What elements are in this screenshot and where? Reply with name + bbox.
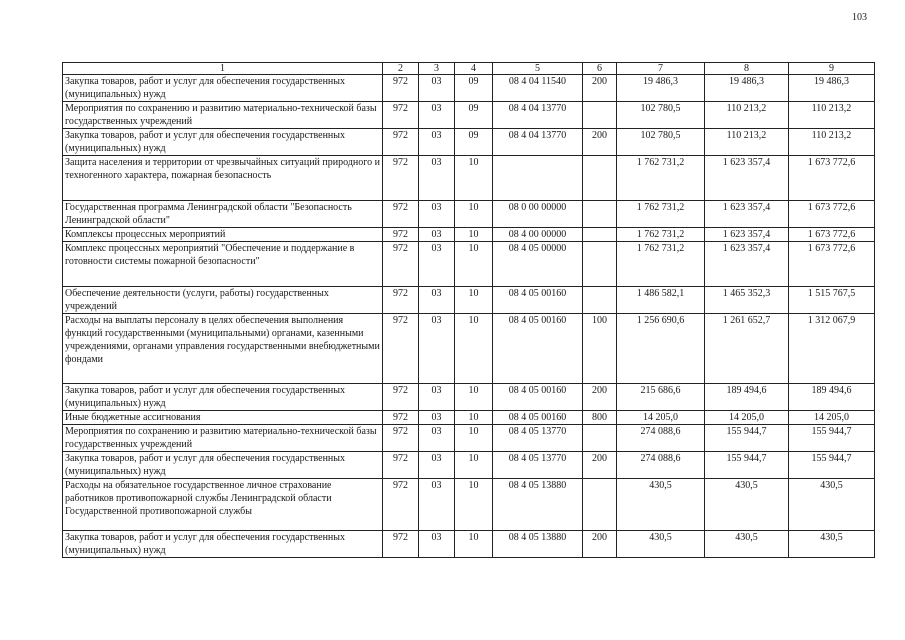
- row-code-section: 03: [419, 425, 455, 452]
- row-code-ministry: 972: [383, 75, 419, 102]
- row-value-col8: 110 213,2: [705, 102, 789, 129]
- row-code-target: 08 4 05 00000: [493, 242, 583, 287]
- table-row: [63, 384, 875, 411]
- column-header: 6: [583, 63, 617, 75]
- table-row: [63, 452, 875, 479]
- row-value-col9: 1 673 772,6: [789, 242, 875, 287]
- row-code-expense-type: [583, 287, 617, 314]
- row-code-subsection: 10: [455, 531, 493, 558]
- row-code-section: 03: [419, 201, 455, 228]
- row-code-ministry: 972: [383, 287, 419, 314]
- row-code-subsection: 09: [455, 102, 493, 129]
- row-code-ministry: 972: [383, 314, 419, 384]
- row-code-ministry: 972: [383, 452, 419, 479]
- row-value-col7: 14 205,0: [617, 411, 705, 425]
- table-row: [63, 287, 875, 314]
- row-code-expense-type: 200: [583, 75, 617, 102]
- row-value-col7: 102 780,5: [617, 129, 705, 156]
- page-number: 103: [852, 12, 867, 23]
- row-name: Обеспечение деятельности (услуги, работы) государственных учреждений: [63, 287, 383, 314]
- row-name: Защита населения и территории от чрезвычайных ситуаций природного и техногенного характера, пожарная безопасность: [63, 156, 383, 201]
- row-code-section: 03: [419, 129, 455, 156]
- row-name: Мероприятия по сохранению и развитию материально-технической базы государственных учреждений: [63, 102, 383, 129]
- row-value-col9: 430,5: [789, 479, 875, 531]
- row-name: Мероприятия по сохранению и развитию материально-технической базы государственных учреждений: [63, 425, 383, 452]
- column-header: 1: [63, 63, 383, 75]
- row-value-col9: 110 213,2: [789, 129, 875, 156]
- row-value-col9: 1 673 772,6: [789, 228, 875, 242]
- table-row: [63, 425, 875, 452]
- row-value-col8: 430,5: [705, 531, 789, 558]
- table-row: [63, 411, 875, 425]
- row-value-col7: 1 762 731,2: [617, 242, 705, 287]
- row-code-expense-type: [583, 425, 617, 452]
- row-code-expense-type: [583, 479, 617, 531]
- row-code-subsection: 10: [455, 411, 493, 425]
- table-row: [63, 102, 875, 129]
- row-code-section: 03: [419, 75, 455, 102]
- row-code-expense-type: [583, 242, 617, 287]
- row-value-col7: 1 256 690,6: [617, 314, 705, 384]
- row-value-col7: 430,5: [617, 531, 705, 558]
- row-code-target: 08 4 05 13880: [493, 479, 583, 531]
- budget-table: [62, 62, 875, 558]
- row-code-section: 03: [419, 452, 455, 479]
- row-code-expense-type: [583, 156, 617, 201]
- table-row: [63, 479, 875, 531]
- row-value-col9: 19 486,3: [789, 75, 875, 102]
- row-code-section: 03: [419, 102, 455, 129]
- row-code-ministry: 972: [383, 201, 419, 228]
- column-header: 7: [617, 63, 705, 75]
- column-header: 2: [383, 63, 419, 75]
- table-row: [63, 156, 875, 201]
- row-value-col7: 274 088,6: [617, 452, 705, 479]
- row-value-col8: 19 486,3: [705, 75, 789, 102]
- row-code-subsection: 10: [455, 287, 493, 314]
- row-value-col9: 430,5: [789, 531, 875, 558]
- row-code-section: 03: [419, 228, 455, 242]
- row-code-ministry: 972: [383, 102, 419, 129]
- row-code-subsection: 10: [455, 314, 493, 384]
- row-code-target: 08 4 05 00160: [493, 411, 583, 425]
- row-code-ministry: 972: [383, 242, 419, 287]
- row-code-ministry: 972: [383, 531, 419, 558]
- row-code-target: 08 0 00 00000: [493, 201, 583, 228]
- row-value-col8: 110 213,2: [705, 129, 789, 156]
- row-value-col9: 1 673 772,6: [789, 201, 875, 228]
- row-code-section: 03: [419, 411, 455, 425]
- row-code-expense-type: 100: [583, 314, 617, 384]
- table-row: [63, 75, 875, 102]
- row-name: Расходы на обязательное государственное личное страхование работников противопожарной службы Ленинградской области Государственной противопожарной службы: [63, 479, 383, 531]
- row-code-expense-type: 200: [583, 129, 617, 156]
- row-code-target: 08 4 05 00160: [493, 384, 583, 411]
- table-row: [63, 531, 875, 558]
- row-code-target: 08 4 05 13770: [493, 425, 583, 452]
- column-header: 3: [419, 63, 455, 75]
- row-name: Государственная программа Ленинградской области "Безопасность Ленинградской области": [63, 201, 383, 228]
- row-value-col7: 1 486 582,1: [617, 287, 705, 314]
- row-value-col9: 1 312 067,9: [789, 314, 875, 384]
- row-value-col7: 215 686,6: [617, 384, 705, 411]
- row-name: Закупка товаров, работ и услуг для обеспечения государственных (муниципальных) нужд: [63, 531, 383, 558]
- row-code-expense-type: [583, 228, 617, 242]
- row-code-ministry: 972: [383, 228, 419, 242]
- column-header: 5: [493, 63, 583, 75]
- row-code-subsection: 10: [455, 242, 493, 287]
- row-value-col8: 430,5: [705, 479, 789, 531]
- row-code-section: 03: [419, 384, 455, 411]
- row-code-section: 03: [419, 287, 455, 314]
- row-name: Расходы на выплаты персоналу в целях обеспечения выполнения функций государственными (муниципальными) органами, казенными учреждениями, органами управления государственными внебюджетными фондами: [63, 314, 383, 384]
- row-name: Закупка товаров, работ и услуг для обеспечения государственных (муниципальных) нужд: [63, 129, 383, 156]
- row-value-col8: 1 623 357,4: [705, 156, 789, 201]
- table-row: [63, 228, 875, 242]
- row-value-col8: 1 623 357,4: [705, 242, 789, 287]
- row-value-col8: 1 465 352,3: [705, 287, 789, 314]
- row-value-col8: 1 261 652,7: [705, 314, 789, 384]
- row-code-expense-type: [583, 102, 617, 129]
- row-value-col9: 14 205,0: [789, 411, 875, 425]
- row-value-col8: 1 623 357,4: [705, 228, 789, 242]
- row-code-subsection: 10: [455, 425, 493, 452]
- row-code-expense-type: [583, 201, 617, 228]
- row-code-expense-type: 200: [583, 452, 617, 479]
- row-value-col9: 1 515 767,5: [789, 287, 875, 314]
- row-value-col7: 1 762 731,2: [617, 228, 705, 242]
- row-name: Закупка товаров, работ и услуг для обеспечения государственных (муниципальных) нужд: [63, 75, 383, 102]
- row-code-target: 08 4 05 13880: [493, 531, 583, 558]
- row-code-subsection: 09: [455, 75, 493, 102]
- row-code-expense-type: 200: [583, 384, 617, 411]
- row-code-target: 08 4 00 00000: [493, 228, 583, 242]
- row-code-expense-type: 800: [583, 411, 617, 425]
- row-code-ministry: 972: [383, 411, 419, 425]
- row-name: Комплекс процессных мероприятий "Обеспечение и поддержание в готовности системы пожарной безопасности": [63, 242, 383, 287]
- row-code-subsection: 10: [455, 479, 493, 531]
- column-header: 8: [705, 63, 789, 75]
- header-row: [63, 63, 875, 75]
- row-code-target: 08 4 04 11540: [493, 75, 583, 102]
- row-code-target: 08 4 05 00160: [493, 287, 583, 314]
- row-code-subsection: 10: [455, 201, 493, 228]
- row-code-section: 03: [419, 156, 455, 201]
- row-code-section: 03: [419, 242, 455, 287]
- row-code-target: 08 4 04 13770: [493, 129, 583, 156]
- row-value-col9: 110 213,2: [789, 102, 875, 129]
- row-value-col9: 189 494,6: [789, 384, 875, 411]
- row-value-col8: 1 623 357,4: [705, 201, 789, 228]
- row-value-col8: 155 944,7: [705, 425, 789, 452]
- row-code-target: 08 4 05 00160: [493, 314, 583, 384]
- row-code-expense-type: 200: [583, 531, 617, 558]
- row-code-target: 08 4 04 13770: [493, 102, 583, 129]
- row-value-col7: 1 762 731,2: [617, 201, 705, 228]
- row-name: Закупка товаров, работ и услуг для обеспечения государственных (муниципальных) нужд: [63, 384, 383, 411]
- row-code-subsection: 09: [455, 129, 493, 156]
- row-code-target: 08 4 05 13770: [493, 452, 583, 479]
- row-value-col9: 1 673 772,6: [789, 156, 875, 201]
- row-value-col7: 274 088,6: [617, 425, 705, 452]
- row-code-subsection: 10: [455, 228, 493, 242]
- row-code-section: 03: [419, 479, 455, 531]
- row-value-col8: 155 944,7: [705, 452, 789, 479]
- row-code-subsection: 10: [455, 452, 493, 479]
- row-value-col9: 155 944,7: [789, 452, 875, 479]
- row-code-ministry: 972: [383, 425, 419, 452]
- table-row: [63, 242, 875, 287]
- row-value-col9: 155 944,7: [789, 425, 875, 452]
- row-code-ministry: 972: [383, 479, 419, 531]
- row-value-col7: 1 762 731,2: [617, 156, 705, 201]
- row-value-col8: 14 205,0: [705, 411, 789, 425]
- row-name: Комплексы процессных мероприятий: [63, 228, 383, 242]
- row-name: Иные бюджетные ассигнования: [63, 411, 383, 425]
- row-value-col7: 19 486,3: [617, 75, 705, 102]
- row-code-target: [493, 156, 583, 201]
- row-name: Закупка товаров, работ и услуг для обеспечения государственных (муниципальных) нужд: [63, 452, 383, 479]
- row-code-subsection: 10: [455, 384, 493, 411]
- row-code-section: 03: [419, 531, 455, 558]
- row-code-ministry: 972: [383, 384, 419, 411]
- table-row: [63, 314, 875, 384]
- table-body: [63, 75, 875, 558]
- table-row: [63, 201, 875, 228]
- row-value-col7: 430,5: [617, 479, 705, 531]
- column-header: 9: [789, 63, 875, 75]
- row-value-col8: 189 494,6: [705, 384, 789, 411]
- row-value-col7: 102 780,5: [617, 102, 705, 129]
- row-code-ministry: 972: [383, 129, 419, 156]
- row-code-ministry: 972: [383, 156, 419, 201]
- row-code-section: 03: [419, 314, 455, 384]
- table-row: [63, 129, 875, 156]
- column-header: 4: [455, 63, 493, 75]
- row-code-subsection: 10: [455, 156, 493, 201]
